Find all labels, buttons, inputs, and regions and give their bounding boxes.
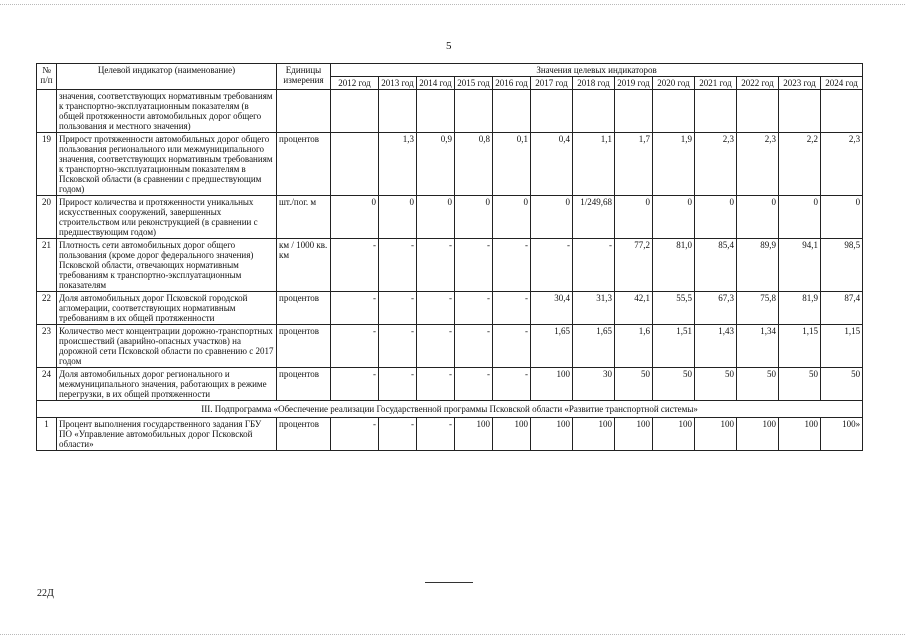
indicator-name: Плотность сети автомобильных дорог общего пользования (кроме дорог федерального значения) Псковской области, отвечающих нормативным требованиям к транспортно-эксплуатационным показателям xyxy=(57,239,277,292)
unit-cell: процентов xyxy=(277,368,331,401)
value-cell: 77,2 xyxy=(615,239,653,292)
value-cell: 81,9 xyxy=(779,292,821,325)
table-row xyxy=(37,368,863,401)
value-cell: - xyxy=(417,368,455,401)
value-cell: 98,5 xyxy=(821,239,863,292)
unit-cell: процентов xyxy=(277,292,331,325)
continuation-row xyxy=(37,90,863,133)
year-header: 2018 год xyxy=(573,77,615,90)
year-header: 2016 год xyxy=(493,77,531,90)
value-cell: 81,0 xyxy=(653,239,695,292)
value-cell: 0 xyxy=(379,196,417,239)
value-cell: - xyxy=(379,239,417,292)
value-cell: 89,9 xyxy=(737,239,779,292)
value-cell: 0 xyxy=(779,196,821,239)
value-cell: 100 xyxy=(493,418,531,451)
value-cell xyxy=(331,133,379,196)
value-cell: 100 xyxy=(531,418,573,451)
year-header: 2019 год xyxy=(615,77,653,90)
value-cell: 100 xyxy=(531,368,573,401)
unit-cell: шт./пог. м xyxy=(277,196,331,239)
table-row xyxy=(37,133,863,196)
column-header-indicator: Целевой индикатор (наименование) xyxy=(57,64,277,90)
value-cell: 67,3 xyxy=(695,292,737,325)
row-number: 19 xyxy=(37,133,57,196)
value-cell: 0 xyxy=(653,196,695,239)
value-cell: 100 xyxy=(455,418,493,451)
value-cell: - xyxy=(455,292,493,325)
value-cell: - xyxy=(417,239,455,292)
value-cell: 0 xyxy=(493,196,531,239)
value-cell: 0,1 xyxy=(493,133,531,196)
value-cell: - xyxy=(417,292,455,325)
value-cell: 100 xyxy=(737,418,779,451)
value-cell: - xyxy=(331,418,379,451)
value-cell: 0,4 xyxy=(531,133,573,196)
value-cell: 50 xyxy=(821,368,863,401)
table-row xyxy=(37,418,863,451)
value-cell: 50 xyxy=(653,368,695,401)
value-cell: 1,3 xyxy=(379,133,417,196)
value-cell: - xyxy=(493,368,531,401)
value-cell: 1,34 xyxy=(737,325,779,368)
column-header-units: Единицы измерения xyxy=(277,64,331,90)
value-cell: - xyxy=(493,292,531,325)
row-number: 24 xyxy=(37,368,57,401)
footer-divider xyxy=(425,582,473,583)
value-cell: 1,9 xyxy=(653,133,695,196)
value-cell: 1,15 xyxy=(821,325,863,368)
value-cell: 1,43 xyxy=(695,325,737,368)
value-cell: 0 xyxy=(331,196,379,239)
value-cell: 94,1 xyxy=(779,239,821,292)
value-cell: 1,1 xyxy=(573,133,615,196)
value-cell: 50 xyxy=(695,368,737,401)
scan-bottom-edge xyxy=(0,634,905,635)
value-cell: - xyxy=(455,325,493,368)
year-header: 2021 год xyxy=(695,77,737,90)
table-body xyxy=(37,90,863,451)
value-cell: - xyxy=(455,368,493,401)
value-cell: 1,7 xyxy=(615,133,653,196)
indicator-name: Количество мест концентрации дорожно-транспортных происшествий (аварийно-опасных участков) на дорожной сети Псковской области по сравнению с 2017 годом xyxy=(57,325,277,368)
target-indicators-table xyxy=(36,63,863,451)
year-header: 2022 год xyxy=(737,77,779,90)
value-cell: - xyxy=(379,325,417,368)
row-number: 20 xyxy=(37,196,57,239)
value-cell: 0 xyxy=(455,196,493,239)
value-cell: 0 xyxy=(615,196,653,239)
value-cell: 0,8 xyxy=(455,133,493,196)
indicator-name: Прирост протяженности автомобильных дорог общего пользования регионального или межмуниципального значения, соответствующих нормативным требованиям к транспортно-эксплуатационным показателям в Псковской области (в сравнении с предшествующим годом) xyxy=(57,133,277,196)
row-number: 23 xyxy=(37,325,57,368)
unit-cell: процентов xyxy=(277,325,331,368)
value-cell: 100 xyxy=(615,418,653,451)
value-cell: 1,51 xyxy=(653,325,695,368)
continuation-text: значения, соответствующих нормативным требованиям к транспортно-эксплуатационным показателям (в общей протяженности автомобильных дорог общего пользования и местного значения) xyxy=(57,90,277,133)
value-cell: 30,4 xyxy=(531,292,573,325)
value-cell: - xyxy=(493,239,531,292)
value-cell: 100 xyxy=(695,418,737,451)
value-cell: 0,9 xyxy=(417,133,455,196)
value-cell: 42,1 xyxy=(615,292,653,325)
value-cell: 55,5 xyxy=(653,292,695,325)
value-cell: 1,15 xyxy=(779,325,821,368)
value-cell: 2,3 xyxy=(695,133,737,196)
value-cell: 87,4 xyxy=(821,292,863,325)
table-header xyxy=(37,64,863,90)
year-header: 2024 год xyxy=(821,77,863,90)
value-cell: - xyxy=(379,292,417,325)
table-row xyxy=(37,239,863,292)
year-header: 2023 год xyxy=(779,77,821,90)
value-cell: - xyxy=(493,325,531,368)
value-cell: - xyxy=(417,418,455,451)
value-cell: 100 xyxy=(573,418,615,451)
value-cell: 0 xyxy=(737,196,779,239)
scan-top-edge xyxy=(0,4,905,5)
value-cell: 100 xyxy=(779,418,821,451)
row-number: 1 xyxy=(37,418,57,451)
value-cell: 0 xyxy=(417,196,455,239)
year-header: 2015 год xyxy=(455,77,493,90)
year-header: 2017 год xyxy=(531,77,573,90)
value-cell: 2,2 xyxy=(779,133,821,196)
value-cell: 50 xyxy=(615,368,653,401)
value-cell: 2,3 xyxy=(821,133,863,196)
value-cell: 75,8 xyxy=(737,292,779,325)
indicator-name: Прирост количества и протяженности уникальных искусственных сооружений, завершенных строительством или реконструкцией (в сравнении с предшествующим годом) xyxy=(57,196,277,239)
unit-cell: км / 1000 кв. км xyxy=(277,239,331,292)
value-cell: - xyxy=(417,325,455,368)
value-cell: - xyxy=(331,325,379,368)
value-cell: - xyxy=(331,239,379,292)
value-cell: - xyxy=(331,292,379,325)
indicator-name: Процент выполнения государственного задания ГБУ ПО «Управление автомобильных дорог Псковской области» xyxy=(57,418,277,451)
value-cell: 85,4 xyxy=(695,239,737,292)
page-number: 5 xyxy=(446,40,452,52)
year-header: 2013 год xyxy=(379,77,417,90)
value-cell: 0 xyxy=(821,196,863,239)
table-row xyxy=(37,292,863,325)
section-row xyxy=(37,401,863,418)
value-cell: 50 xyxy=(737,368,779,401)
document-code: 22Д xyxy=(37,588,54,599)
value-cell: 31,3 xyxy=(573,292,615,325)
value-cell: 100 xyxy=(653,418,695,451)
value-cell: - xyxy=(573,239,615,292)
value-cell: 1,65 xyxy=(573,325,615,368)
indicator-name: Доля автомобильных дорог Псковской городской агломерации, соответствующих нормативным требованиям в их общей протяженности xyxy=(57,292,277,325)
value-cell: - xyxy=(531,239,573,292)
row-number: 22 xyxy=(37,292,57,325)
indicator-name: Доля автомобильных дорог регионального и межмуниципального значения, работающих в режиме перегрузки, в их общей протяженности xyxy=(57,368,277,401)
row-number: 21 xyxy=(37,239,57,292)
unit-cell: процентов xyxy=(277,133,331,196)
table-row xyxy=(37,196,863,239)
value-cell: 1/249,68 xyxy=(573,196,615,239)
value-cell: 100» xyxy=(821,418,863,451)
value-cell: - xyxy=(331,368,379,401)
value-cell: 1,6 xyxy=(615,325,653,368)
value-cell: 30 xyxy=(573,368,615,401)
value-cell: 1,65 xyxy=(531,325,573,368)
value-cell: - xyxy=(379,368,417,401)
value-cell: 50 xyxy=(779,368,821,401)
column-header-values: Значения целевых индикаторов xyxy=(331,64,863,77)
value-cell: 0 xyxy=(695,196,737,239)
section-title: III. Подпрограмма «Обеспечение реализации Государственной программы Псковской области «Развитие транспортной системы» xyxy=(37,401,863,418)
table-row xyxy=(37,325,863,368)
year-header: 2020 год xyxy=(653,77,695,90)
value-cell: - xyxy=(379,418,417,451)
value-cell: 0 xyxy=(531,196,573,239)
value-cell: 2,3 xyxy=(737,133,779,196)
year-header: 2014 год xyxy=(417,77,455,90)
year-header: 2012 год xyxy=(331,77,379,90)
value-cell: - xyxy=(455,239,493,292)
unit-cell: процентов xyxy=(277,418,331,451)
column-header-num: № п/п xyxy=(37,64,57,90)
